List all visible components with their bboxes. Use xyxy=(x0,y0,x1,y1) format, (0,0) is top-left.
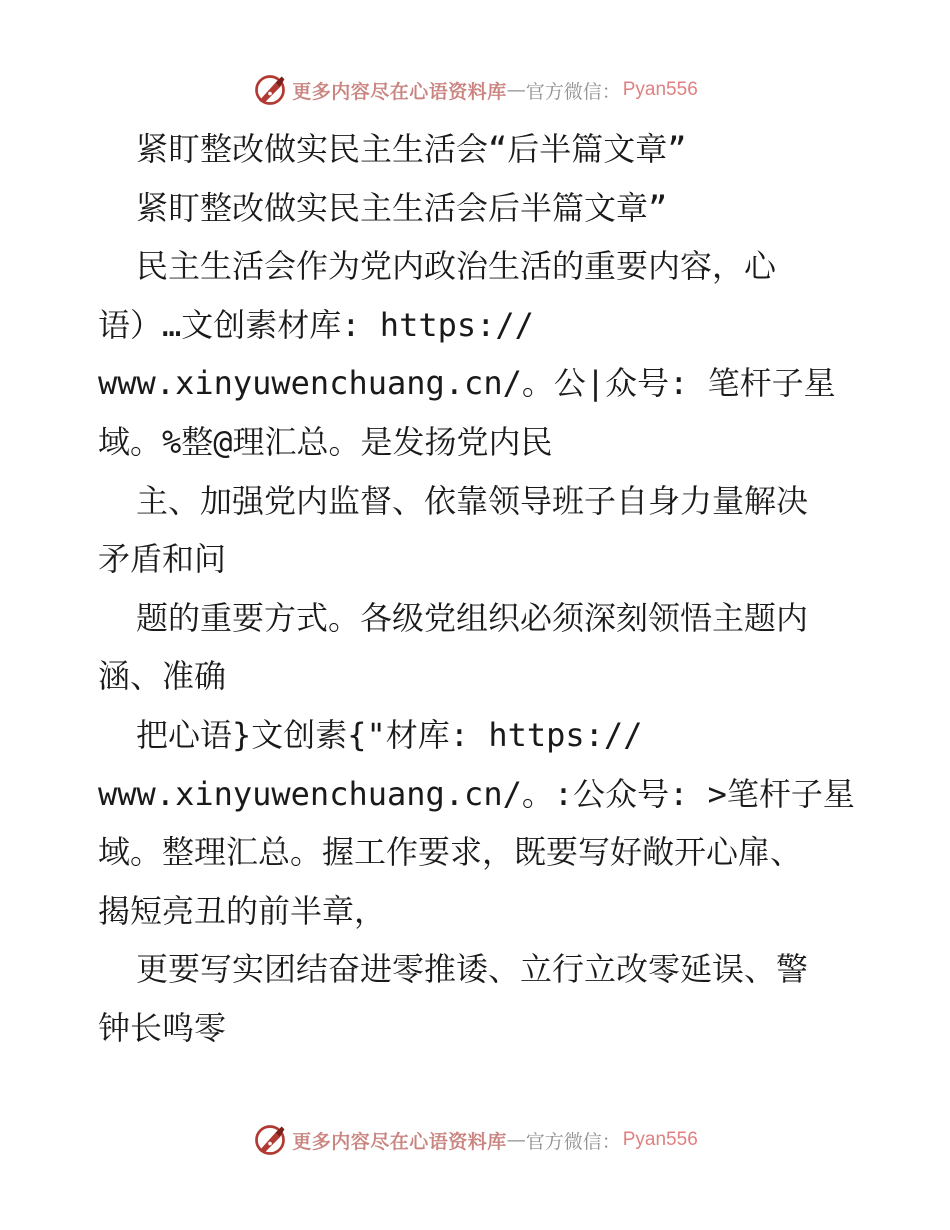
paragraph: 民主生活会作为党内政治生活的重要内容，心 xyxy=(136,247,777,286)
document-body xyxy=(98,120,868,1058)
paragraph: 涵、准确 xyxy=(98,657,227,696)
banner-contact-label: 官方微信： xyxy=(525,1130,621,1153)
paragraph: 钟长鸣零 xyxy=(98,1008,227,1047)
banner-contact-label: 官方微信： xyxy=(525,80,621,103)
paragraph: 紧盯整改做实民主生活会“后半篇文章” xyxy=(136,130,687,168)
paragraph: 域。%整@理汇总。是发扬党内民 xyxy=(98,422,553,461)
paragraph: 矛盾和问 xyxy=(98,540,227,579)
paragraph: 语）…文创素材库: https:// xyxy=(98,305,534,344)
paragraph: 题的重要方式。各级党组织必须深刻领悟主题内 xyxy=(136,598,809,637)
pen-nib-logo-icon xyxy=(252,72,288,108)
paragraph: 主、加强党内监督、依靠领导班子自身力量解决 xyxy=(136,481,809,520)
banner-dash: — xyxy=(506,79,526,101)
paragraph: 把心语}文创素{"材库: https:// xyxy=(136,715,643,754)
pen-nib-logo-icon xyxy=(252,1122,288,1158)
paragraph: www.xinyuwenchuang.cn/。:公众号: >笔杆子星 xyxy=(98,774,855,813)
banner-wechat-id: Pyan556 xyxy=(622,79,698,100)
paragraph: 紧盯整改做实民主生活会后半篇文章” xyxy=(136,188,668,227)
paragraph: 更要写实团结奋进零推诿、立行立改零延误、警 xyxy=(136,950,809,989)
banner-text: 更多内容尽在心语资料库 xyxy=(292,1130,507,1153)
paragraph: 揭短亮丑的前半章， xyxy=(98,891,387,930)
footer-banner xyxy=(0,1120,950,1160)
banner-dash: — xyxy=(506,1129,526,1151)
paragraph: 域。整理汇总。握工作要求，既要写好敞开心扉、 xyxy=(98,833,803,872)
paragraph: www.xinyuwenchuang.cn/。公|众号: 笔杆子星 xyxy=(98,364,836,403)
header-banner xyxy=(0,70,950,110)
banner-text: 更多内容尽在心语资料库 xyxy=(292,80,507,103)
banner-wechat-id: Pyan556 xyxy=(622,1129,698,1150)
